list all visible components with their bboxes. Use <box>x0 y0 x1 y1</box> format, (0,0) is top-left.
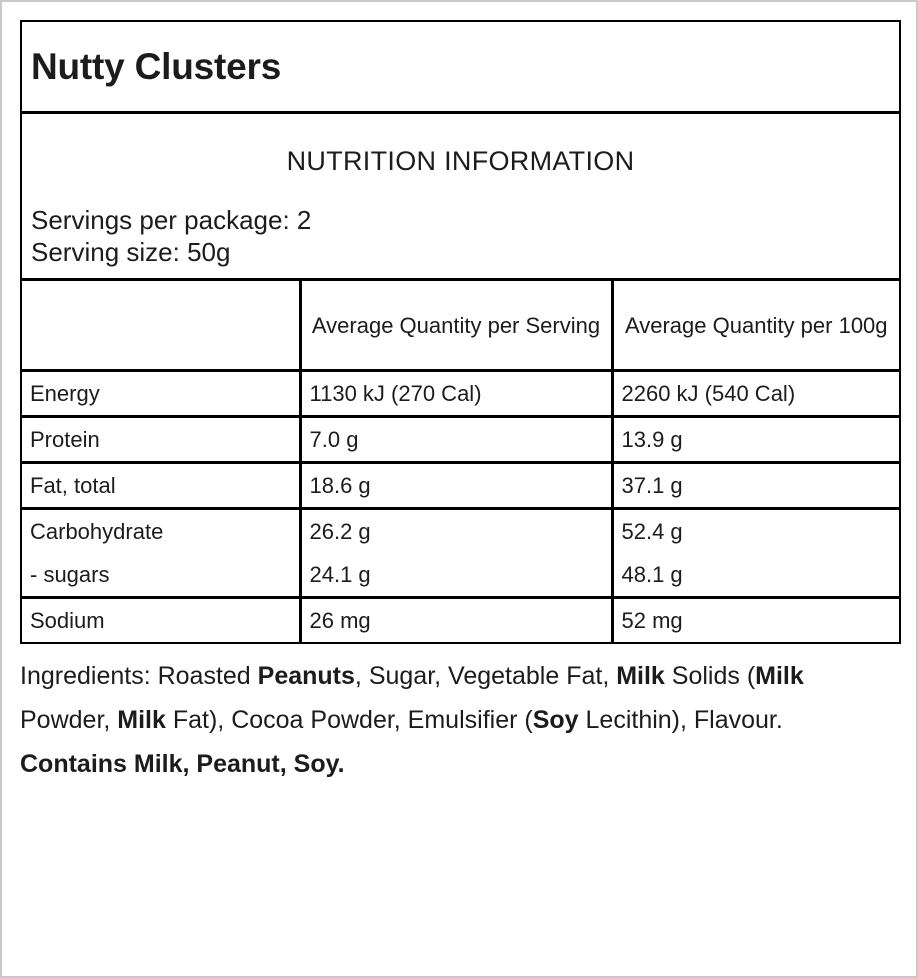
per-serving-value: 1130 kJ (270 Cal) <box>300 371 612 417</box>
nutrient-name: - sugars <box>22 553 300 598</box>
table-row-sodium <box>22 598 899 643</box>
allergen-statement: Contains Milk, Peanut, Soy. <box>20 750 345 778</box>
per-serving-value: 26.2 g <box>300 509 612 554</box>
serving-size: Serving size: 50g <box>31 237 231 267</box>
per-serving-value: 24.1 g <box>300 553 612 598</box>
per-100g-value: 2260 kJ (540 Cal) <box>612 371 899 417</box>
nutrition-panel <box>20 20 901 786</box>
per-100g-value: 37.1 g <box>612 463 899 509</box>
nutrition-label <box>20 20 901 644</box>
ingredients-segment: Solids ( <box>664 662 756 690</box>
table-header-row <box>22 281 899 371</box>
per-100g-value: 48.1 g <box>612 553 899 598</box>
table-row-carbohydrate <box>22 509 899 554</box>
nutrient-name: Fat, total <box>22 463 300 509</box>
per-100g-value: 52.4 g <box>612 509 899 554</box>
ingredients-allergen-soy: Soy <box>532 706 579 734</box>
table-row-sugars <box>22 553 899 598</box>
ingredients-segment: Ingredients: Roasted <box>20 662 258 690</box>
per-serving-value: 26 mg <box>300 598 612 643</box>
product-title-row <box>22 22 899 114</box>
table-row-protein <box>22 417 899 463</box>
ingredients-text <box>20 654 901 742</box>
header-per-100g: Average Quantity per 100g <box>612 281 899 371</box>
ingredients-allergen-peanuts: Peanuts <box>257 662 355 690</box>
header-nutrient <box>22 281 300 371</box>
nutrition-heading: NUTRITION INFORMATION <box>286 146 635 176</box>
servings-per-package: Servings per package: 2 <box>31 205 312 235</box>
nutrition-info-section <box>22 114 899 281</box>
nutrient-name: Sodium <box>30 607 105 633</box>
nutrient-name: Energy <box>22 371 300 417</box>
product-title: Nutty Clusters <box>31 45 282 87</box>
ingredients-segment: , Sugar, Vegetable Fat, <box>354 662 617 690</box>
ingredients-allergen-milk: Milk <box>616 662 665 690</box>
per-100g-value: 13.9 g <box>612 417 899 463</box>
per-100g-value: 52 mg <box>612 598 899 643</box>
table-row-fat <box>22 463 899 509</box>
table-row-energy <box>22 371 899 417</box>
nutrient-name: Protein <box>22 417 300 463</box>
ingredients-allergen-milk: Milk <box>117 706 166 734</box>
nutrition-table <box>22 281 899 642</box>
ingredients-allergen-milk: Milk <box>755 662 804 690</box>
ingredients-segment: Powder, <box>20 706 118 734</box>
per-serving-value: 18.6 g <box>300 463 612 509</box>
per-serving-value: 7.0 g <box>300 417 612 463</box>
ingredients-segment: Fat), Cocoa Powder, Emulsifier ( <box>165 706 533 734</box>
header-per-serving: Average Quantity per Serving <box>300 281 612 371</box>
ingredients-segment: Lecithin), Flavour. <box>578 706 783 734</box>
serving-info <box>31 204 311 268</box>
nutrient-name: Carbohydrate <box>30 518 164 544</box>
